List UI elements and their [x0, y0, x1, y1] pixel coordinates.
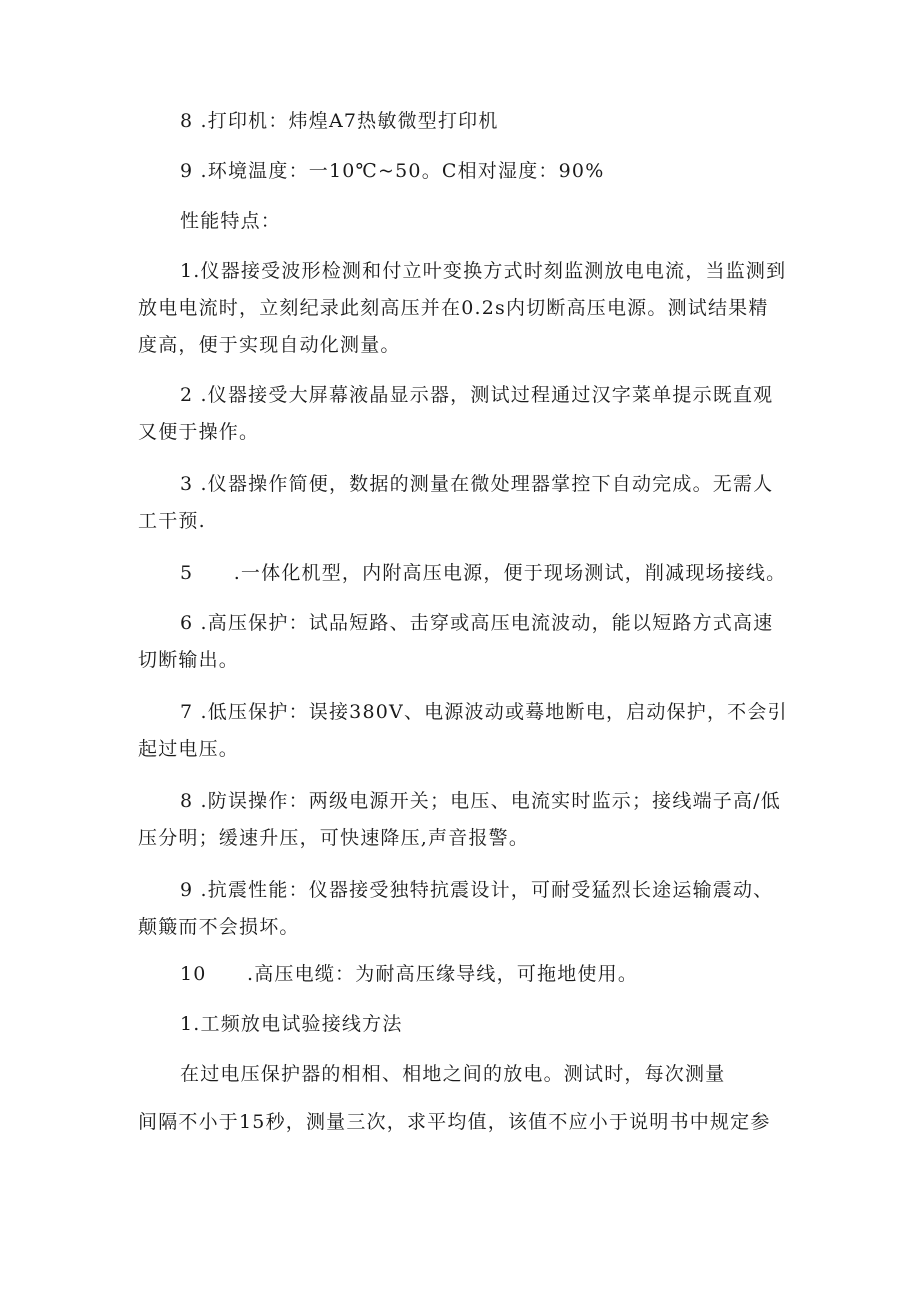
text-line: 间隔不小于15秒，测量三次，求平均值，该值不应小于说明书中规定参 [138, 1111, 771, 1133]
text-line: 工干预. [138, 510, 206, 532]
paragraph-printer [138, 103, 798, 140]
paragraph-wiring-2 [138, 1104, 798, 1141]
text-line: 性能特点： [180, 210, 282, 232]
text-line: 7 .低压保护：误接380V、电源波动或蓦地断电，启动保护，不会引 [180, 701, 788, 723]
text-line: 起过电压。 [138, 738, 240, 760]
paragraph-feature-7 [138, 694, 798, 768]
paragraph-feature-9 [138, 872, 798, 946]
paragraph-feature-8 [138, 783, 798, 857]
text-line: 9 .环境温度：一10℃~50。C相对湿度：90% [180, 160, 605, 182]
paragraph-feature-3 [138, 466, 798, 540]
text-line: 8 .防误操作：两级电源开关；电压、电流实时监示；接线端子高/低 [180, 790, 781, 812]
text-line: 放电电流时，立刻纪录此刻高压并在0.2s内切断高压电源。测试结果精 [138, 297, 769, 319]
text-line: 2 .仪器接受大屏幕液晶显示器，测试过程通过汉字菜单提示既直观 [180, 384, 774, 406]
section-heading-wiring [138, 1006, 798, 1043]
text-line: 1.仪器接受波形检测和付立叶变换方式时刻监测放电电流，当监测到 [180, 260, 787, 282]
paragraph-feature-5 [138, 555, 798, 592]
text-line: 切断输出。 [138, 649, 240, 671]
paragraph-feature-6 [138, 605, 798, 679]
text-line: 3 .仪器操作简便，数据的测量在微处理器掌控下自动完成。无需人 [180, 473, 774, 495]
text-line: 8 .打印机：炜煌A7热敏微型打印机 [180, 110, 499, 132]
text-line: 6 .高压保护：试品短路、击穿或高压电流波动，能以短路方式高速 [180, 612, 774, 634]
paragraph-environment [138, 153, 798, 190]
paragraph-feature-2 [138, 377, 798, 451]
paragraph-feature-10 [138, 956, 798, 993]
text-line: 又便于操作。 [138, 421, 260, 443]
text-line: 在过电压保护器的相相、相地之间的放电。测试时，每次测量 [180, 1063, 726, 1085]
paragraph-wiring-1 [138, 1056, 798, 1093]
text-line: 度高，便于实现自动化测量。 [138, 334, 401, 356]
paragraph-feature-1 [138, 253, 798, 364]
text-line: 5 .一体化机型，内附高压电源，便于现场测试，削减现场接线。 [180, 562, 787, 584]
section-heading-features [138, 203, 798, 240]
text-line: 1.工频放电试验接线方法 [180, 1013, 403, 1035]
text-line: 颠簸而不会损坏。 [138, 916, 300, 938]
text-line: 压分明；缓速升压，可快速降压,声音报警。 [138, 827, 530, 849]
text-line: 10 .高压电缆：为耐高压缘导线，可拖地使用。 [180, 963, 639, 985]
text-line: 9 .抗震性能：仪器接受独特抗震设计，可耐受猛烈长途运输震动、 [180, 879, 774, 901]
